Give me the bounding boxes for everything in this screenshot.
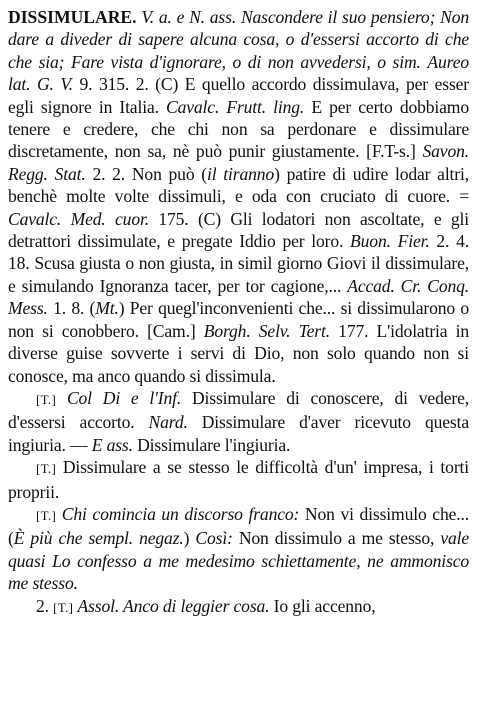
sense-label: Chi comincia un discorso franco:: [61, 503, 300, 524]
definition: Nascondere il suo pensiero; Non dare a diveder di sapere alcuna cosa, o d'essersi accorto di che che sia; Fare vista d'ignorare, o di non avvedersi, o sim.: [8, 7, 470, 72]
sense-text-3: Dissimulare l'ingiuria.: [137, 434, 291, 455]
citation-3: Cavalc. Med. cuor.: [8, 208, 149, 229]
citation-4: Buon. Fier.: [350, 231, 430, 252]
subsense-paragraph: [8, 387, 469, 456]
sense-text: Dissimulare a se stesso le difficoltà d'un' impresa, i torti proprii.: [8, 457, 470, 502]
quote-3-gloss: il tiranno: [207, 163, 275, 184]
quote-3-end: ) patire di udire lodar altri, benchè molte volte dissimuli, e oda con cruciato di cuore. =: [8, 163, 469, 207]
sense-label: Assol. Anco di leggier cosa.: [77, 595, 270, 616]
citation-6: Borgh. Selv. Tert.: [203, 320, 330, 341]
section-tag: [T.]: [36, 461, 57, 477]
sense-text-2: Dissimulare d'aver ricevuto questa ingiuria. —: [8, 412, 470, 455]
section-tag: [T.]: [36, 391, 57, 407]
quote-2: E per certo dobbiamo tenere e credere, che chi non sa perdonare e dissimulare discretamente, non sa, nè può punir giustamente. [F.T-s.]: [8, 96, 469, 162]
sense-text: Non vi dissimulo che... (: [8, 503, 469, 549]
etymology-ref: 9. 315. 2. (C): [79, 74, 179, 95]
dictionary-entry: [8, 6, 469, 387]
quote-6-start: 1. 8. (: [53, 298, 96, 319]
citation-1: Cavalc. Frutt. ling.: [166, 96, 305, 117]
quote-7: 177. L'idolatria in diverse guise sovverte i servi di Dio, non solo quando non si conosce, ma anco quando si dissimula.: [8, 320, 470, 386]
quote-6-author: Mt.: [95, 298, 119, 319]
sense-2-paragraph: [8, 595, 469, 619]
subsense-paragraph: [8, 503, 469, 595]
sense-note: È più che sempl. negaz.: [13, 528, 184, 549]
etymology-note: Aureo lat. G. V.: [8, 51, 469, 95]
sense-number: 2.: [36, 595, 49, 616]
subsense-paragraph: [8, 456, 469, 503]
headword: DISSIMULARE.: [8, 7, 137, 27]
grammar-label: V. a. e N. ass.: [141, 7, 237, 27]
section-tag: [T.]: [53, 599, 74, 615]
sense-label: Col Di e l'Inf.: [66, 387, 182, 408]
quote-1: E quello accordo dissimulava, per esser egli signore in Italia.: [8, 74, 470, 117]
quote-4: 175. (C) Gli lodatori non ascoltate, e gli detrattori dissimulate, e pregate Iddio per loro.: [8, 208, 469, 252]
section-tag: [T.]: [36, 507, 57, 523]
citation-5: Accad. Cr. Conq. Mess.: [8, 275, 470, 319]
citation-2: Savon. Regg. Stat.: [8, 141, 469, 184]
quote-5: 2. 4. 18. Scusa giusta o non giusta, in simil giorno Giovi il dissimulare, e simulando Ignoranza tacer, per tor cagione,...: [8, 231, 470, 296]
sense-label-2: Così:: [195, 528, 233, 549]
sense-citation: Nard.: [148, 412, 188, 433]
sense-label-2: E ass.: [91, 434, 133, 455]
sense-text-3: Non dissimulo a me stesso,: [238, 528, 435, 549]
sense-text: Dissimulare di conoscere, di vedere, d'essersi accorto.: [8, 387, 469, 433]
sense-note-2: vale quasi Lo confesso a me medesimo schiettamente, ne ammonisco me stesso.: [8, 528, 470, 594]
sense-text: Io gli accenno,: [273, 595, 376, 616]
sense-text-2: ): [183, 528, 190, 549]
quote-3-start: 2. 2. Non può (: [92, 163, 207, 184]
quote-6-end: ) Per quegl'inconvenienti che... si dissimularono o non si conobbero. [Cam.]: [8, 298, 470, 341]
